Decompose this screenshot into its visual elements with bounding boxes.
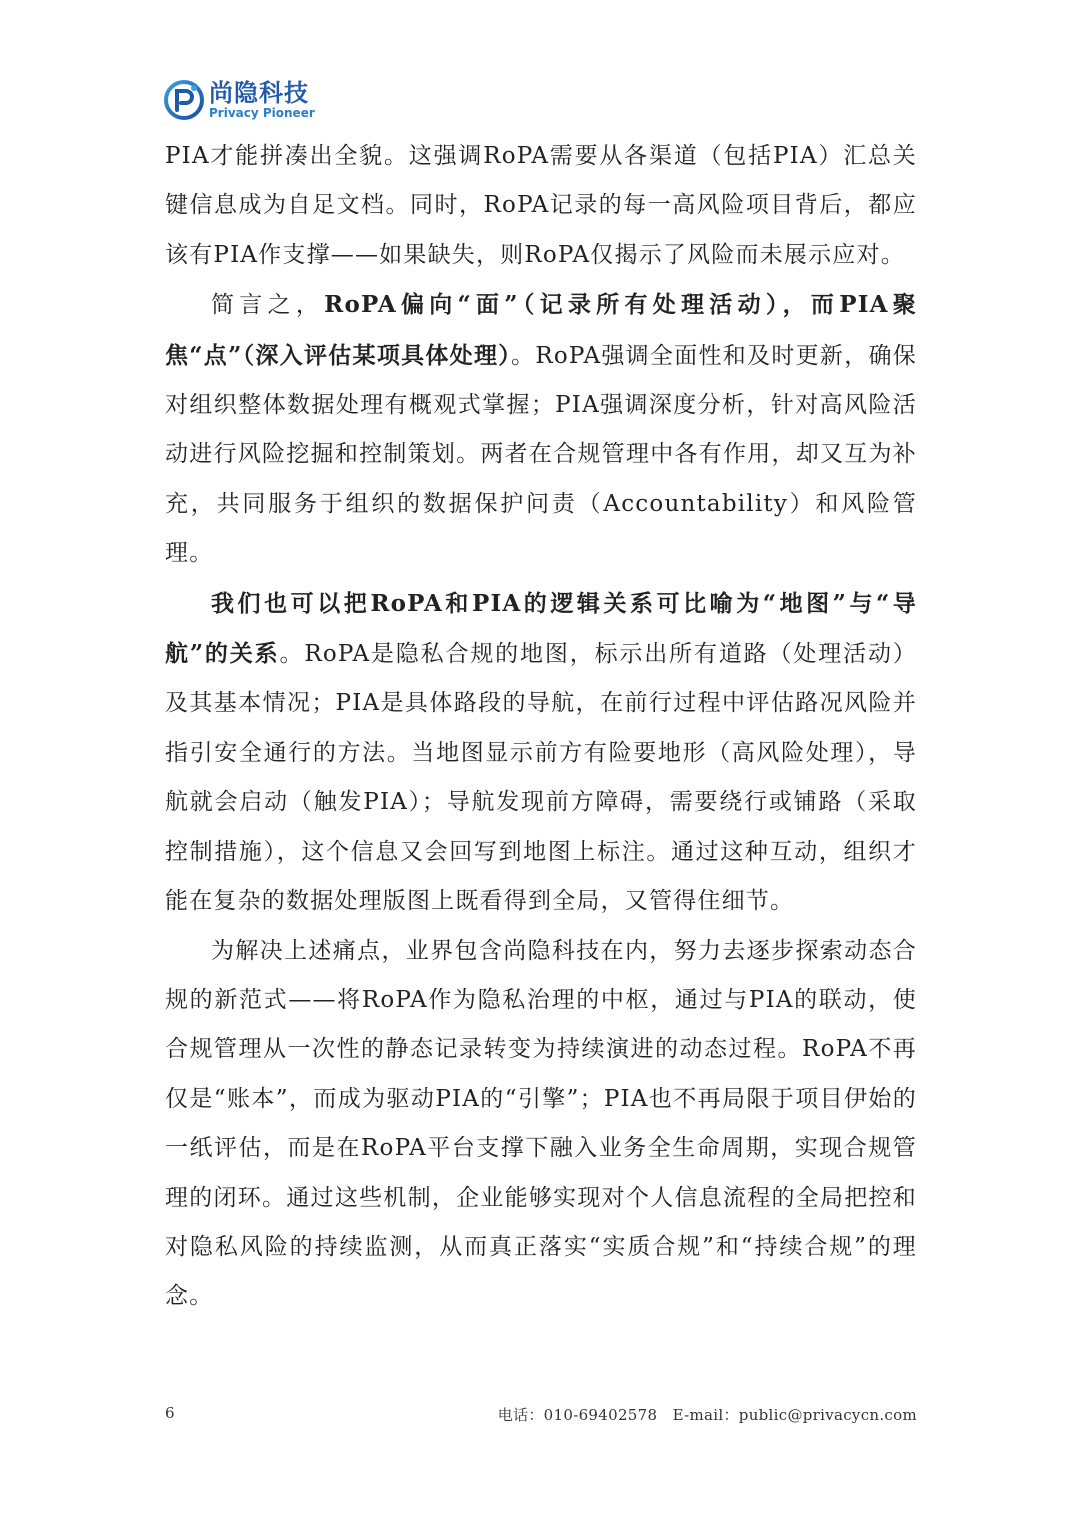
logo-chinese-name: 尚隐科技 [209, 79, 309, 107]
text-segment: 。RoPA强调全面性和及时更新，确保对组织整体数据处理有概观式掌握；PIA强调深度分析，针对高风险活动进行风险挖掘和控制策划。两者在合规管理中各有作用，却又互为补充，共同服务于组织的数据保护问责（Accountability）和风险管理。 [165, 342, 917, 567]
company-logo [163, 78, 315, 122]
text-segment: 为解决上述痛点，业界包含尚隐科技在内，努力去逐步探索动态合规的新范式——将RoPA作为隐私治理的中枢，通过与PIA的联动，使合规管理从一次性的静态记录转变为持续演进的动态过程。RoPA不再仅是“账本”，而成为驱动PIA的“引擎”；PIA也不再局限于项目伊始的一纸评估，而是在RoPA平台支撑下融入业务全生命周期，实现合规管理的闭环。通过这些机制，企业能够实现对个人信息流程的全局把控和对隐私风险的持续监测，从而真正落实“实质合规”和“持续合规”的理念。 [165, 937, 917, 1310]
text-segment: 。RoPA是隐私合规的地图，标示出所有道路（处理活动）及其基本情况；PIA是具体路段的导航，在前行过程中评估路况风险并指引安全通行的方法。当地图显示前方有险要地形（高风险处理），导航就会启动（触发PIA）；导航发现前方障碍，需要绕行或铺路（采取控制措施），这个信息又会回写到地图上标注。通过这种互动，组织才能在复杂的数据处理版图上既看得到全局，又管得住细节。 [165, 641, 917, 915]
document-body [165, 132, 917, 1322]
emphasis-text: RoPA偏向“面”（记录所有处理活动），而PIA聚焦“点”（深入评估某项具体处理） [165, 291, 917, 369]
page-number: 6 [165, 1404, 175, 1422]
text-segment: 简言之， [211, 292, 325, 319]
paragraph-1 [165, 132, 917, 280]
emphasis-text: 我们也可以把RoPA和PIA的逻辑关系可比喻为“地图”与“导航”的关系 [165, 589, 917, 668]
paragraph-2 [165, 280, 917, 578]
paragraph-4 [165, 927, 917, 1322]
paragraph-3 [165, 579, 917, 927]
footer-contact: 电话：010-69402578 E-mail：public@privacycn.com [497, 1406, 917, 1424]
text-segment: PIA才能拼凑出全貌。这强调RoPA需要从各渠道（包括PIA）汇总关键信息成为自足文档。同时，RoPA记录的每一高风险项目背后，都应该有PIA作支撑——如果缺失，则RoPA仅揭示了风险而未展示应对。 [165, 143, 917, 268]
privacy-pioneer-logo-icon [163, 79, 205, 121]
logo-english-name: Privacy Pioneer [209, 106, 315, 120]
